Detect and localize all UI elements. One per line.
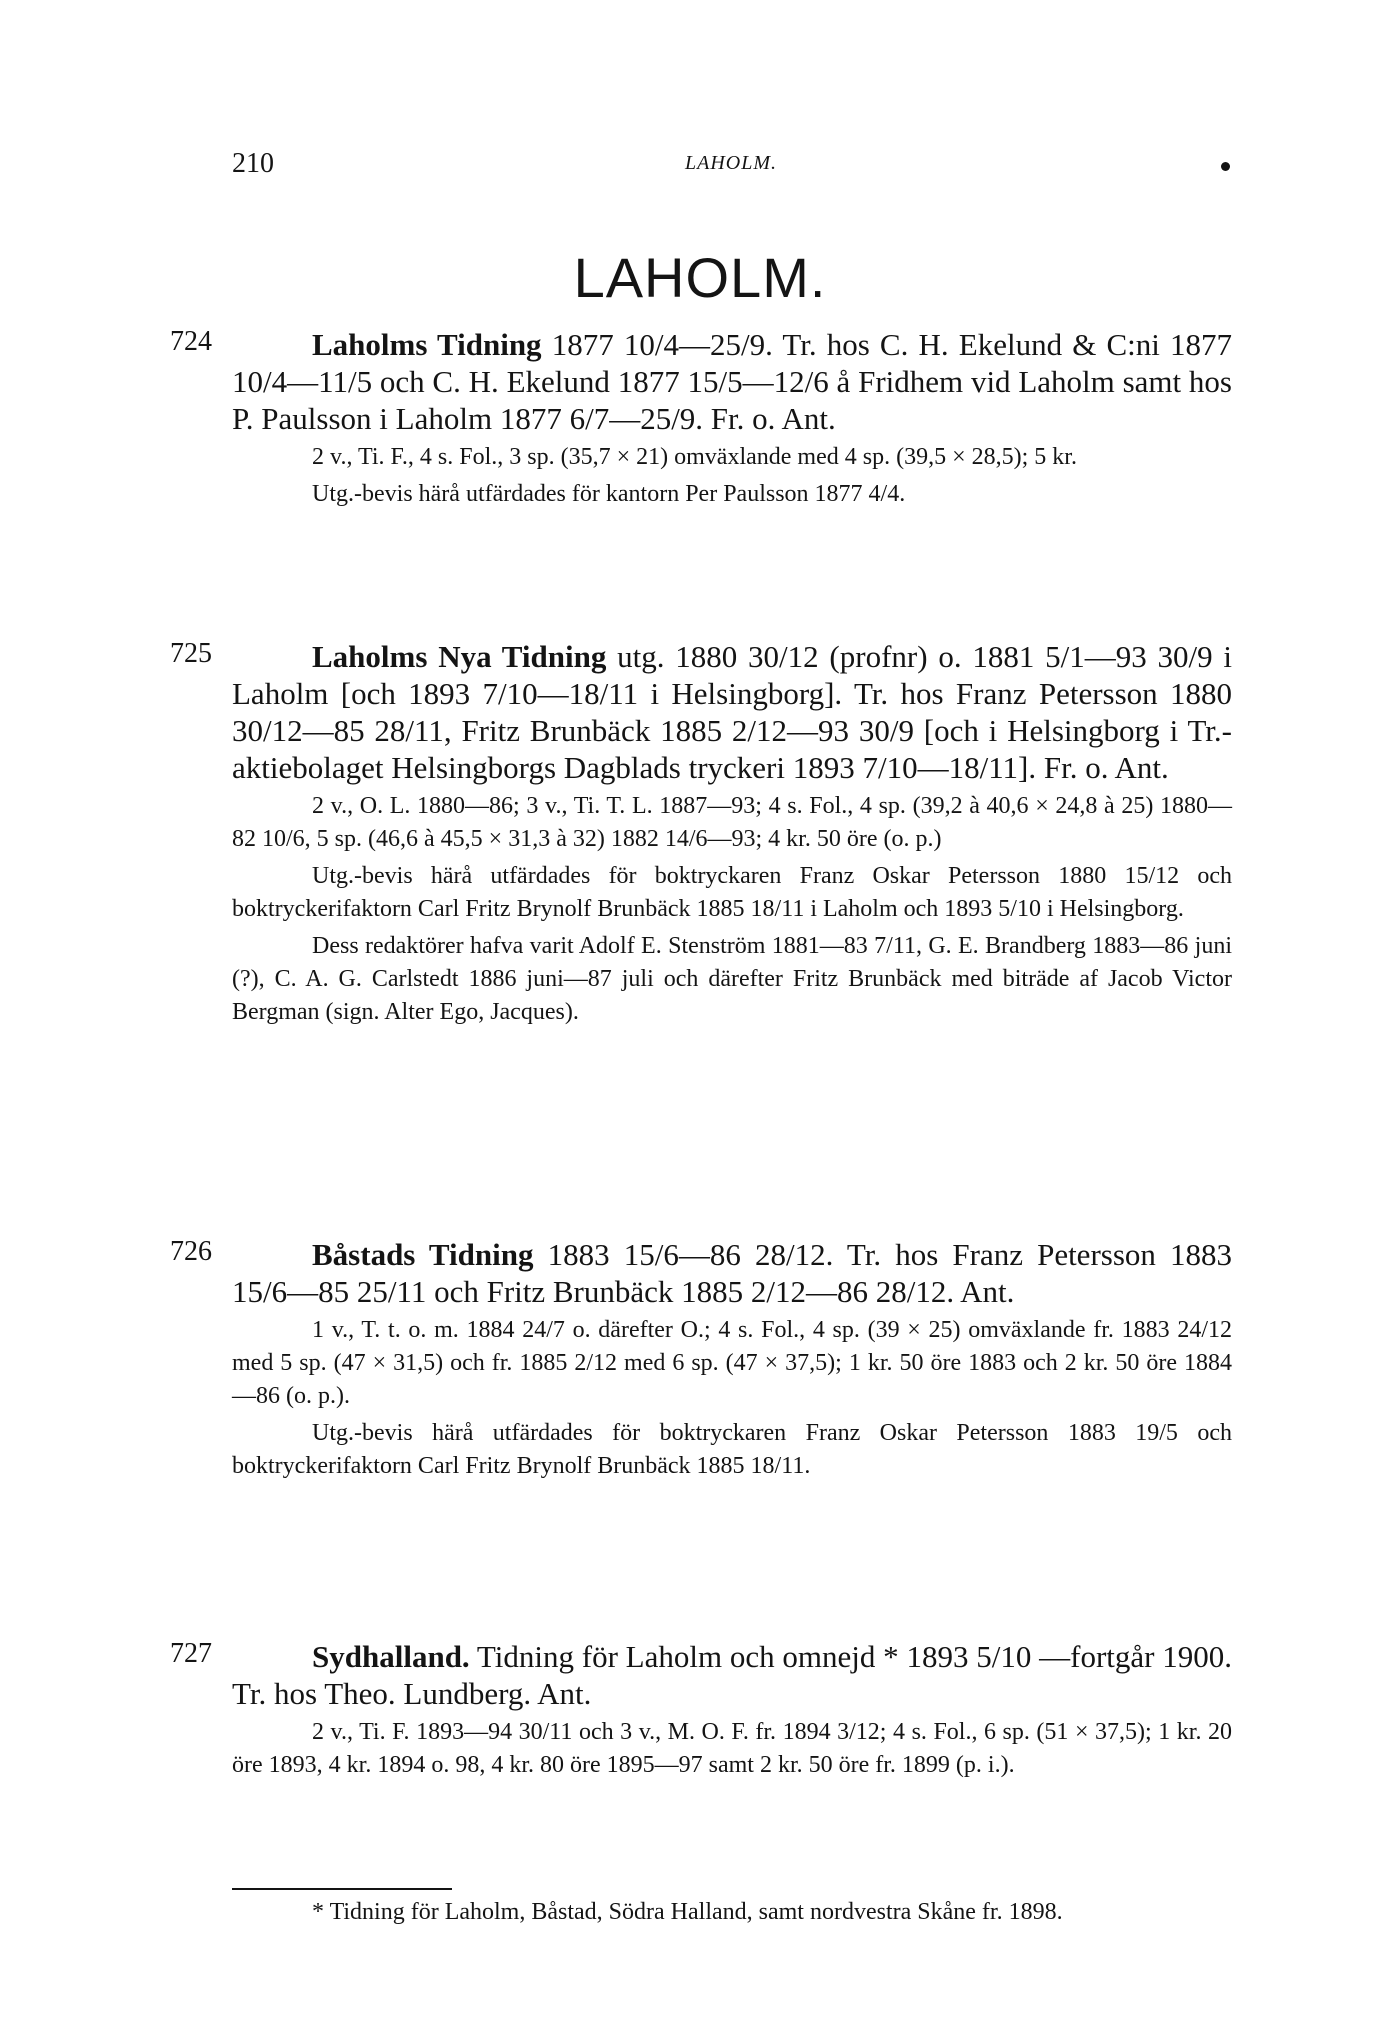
footnote-rule <box>232 1888 452 1890</box>
entry-detail: 2 v., Ti. F. 1893—94 30/11 och 3 v., M. O. F. fr. 1894 3/12; 4 s. Fol., 6 sp. (51 × 37,5); 1 kr. 20 öre 1893, 4 kr. 1894 o. 98, 4 kr. 80 öre 1895—97 samt 2 kr. 50 öre fr. 1899 (p. i.). <box>232 1719 1232 1778</box>
entry-727 <box>170 1638 1232 1782</box>
entry-lead <box>232 1236 1232 1310</box>
entry-lead <box>232 326 1232 437</box>
entry-number: 726 <box>170 1236 212 1267</box>
margin-dot <box>1221 162 1230 171</box>
entry-lead-text: utg. 1880 30/12 (profnr) o. 1881 5/1—93 30/9 i Laholm [och 1893 7/10—18/11 i Helsingborg]. Tr. hos Franz Petersson 1880 30/12—85 28/11, Fritz Brunbäck 1885 2/12—93 30/9 [och i Helsingborg i Tr.-aktiebolaget Helsingborgs Dagblads tryckeri 1893 7/10—18/11]. Fr. o. Ant. <box>232 639 1233 785</box>
entry-725 <box>170 638 1233 1029</box>
page-header <box>232 148 1230 188</box>
entry-detail: Utg.-bevis härå utfärdades för boktryckaren Franz Oskar Petersson 1880 15/12 och boktryckerifaktorn Carl Fritz Brynolf Brunbäck 1885 18/11 i Laholm och 1893 5/10 i Helsingborg. <box>232 863 1232 922</box>
entry-lead-text: 1877 10/4—25/9. Tr. hos C. H. Ekelund & C:ni 1877 10/4—11/5 och C. H. Ekelund 1877 15/5—12/6 å Fridhem vid Laholm samt hos P. Paulsson i Laholm 1877 6/7—25/9. Fr. o. Ant. <box>232 327 1233 436</box>
entry-number: 727 <box>170 1638 212 1669</box>
entry-detail: 2 v., O. L. 1880—86; 3 v., Ti. T. L. 1887—93; 4 s. Fol., 4 sp. (39,2 à 40,6 × 24,8 à 25) 1880—82 10/6, 5 sp. (46,6 à 45,5 × 31,3 à 32) 1882 14/6—93; 4 kr. 50 öre (o. p.) <box>232 793 1232 852</box>
entry-lead-text: Tidning för Laholm och omnejd * 1893 5/10 —fortgår 1900. Tr. hos Theo. Lundberg. Ant. <box>232 1639 1232 1711</box>
entry-title: Laholms Tidning <box>312 327 542 362</box>
entry-detail: 1 v., T. t. o. m. 1884 24/7 o. därefter O.; 4 s. Fol., 4 sp. (39 × 25) omväxlande fr. 1883 24/12 med 5 sp. (47 × 31,5) och fr. 1885 2/12 med 6 sp. (47 × 37,5); 1 kr. 50 öre 1883 och 2 kr. 50 öre 1884 —86 (o. p.). <box>232 1317 1232 1409</box>
page-number: 210 <box>232 148 274 179</box>
entry-number: 725 <box>170 638 212 669</box>
section-title: LAHOLM. <box>573 246 827 309</box>
entry-detail: Utg.-bevis härå utfärdades för kantorn Per Paulsson 1877 4/4. <box>312 481 906 507</box>
entry-number: 724 <box>170 326 212 357</box>
entry-title: Sydhalland. <box>312 1639 470 1674</box>
entry-detail: Dess redaktörer hafva varit Adolf E. Stenström 1881—83 7/11, G. E. Brandberg 1883—86 juni (?), C. A. G. Carlstedt 1886 juni—87 juli och därefter Fritz Brunbäck med biträde af Jacob Victor Bergman (sign. Alter Ego, Jacques). <box>232 933 1232 1025</box>
entry-detail: 2 v., Ti. F., 4 s. Fol., 3 sp. (35,7 × 21) omväxlande med 4 sp. (39,5 × 28,5); 5 kr. <box>312 444 1077 470</box>
running-head: LAHOLM. <box>684 152 777 174</box>
entry-lead <box>232 638 1232 786</box>
entry-title: Laholms Nya Tidning <box>312 639 607 674</box>
entry-726 <box>170 1236 1233 1483</box>
entry-detail: Utg.-bevis härå utfärdades för boktryckaren Franz Oskar Petersson 1883 19/5 och boktryckerifaktorn Carl Fritz Brynolf Brunbäck 1885 18/11. <box>232 1420 1232 1479</box>
footnote: * Tidning för Laholm, Båstad, Södra Halland, samt nordvestra Skåne fr. 1898. <box>312 1899 1063 1925</box>
entry-lead-text: 1883 15/6—86 28/12. Tr. hos Franz Petersson 1883 15/6—85 25/11 och Fritz Brunbäck 1885 2/12—86 28/12. Ant. <box>232 1237 1233 1309</box>
entry-title: Båstads Tidning <box>312 1237 534 1272</box>
entry-lead <box>232 1638 1232 1712</box>
entry-724 <box>170 326 1233 511</box>
